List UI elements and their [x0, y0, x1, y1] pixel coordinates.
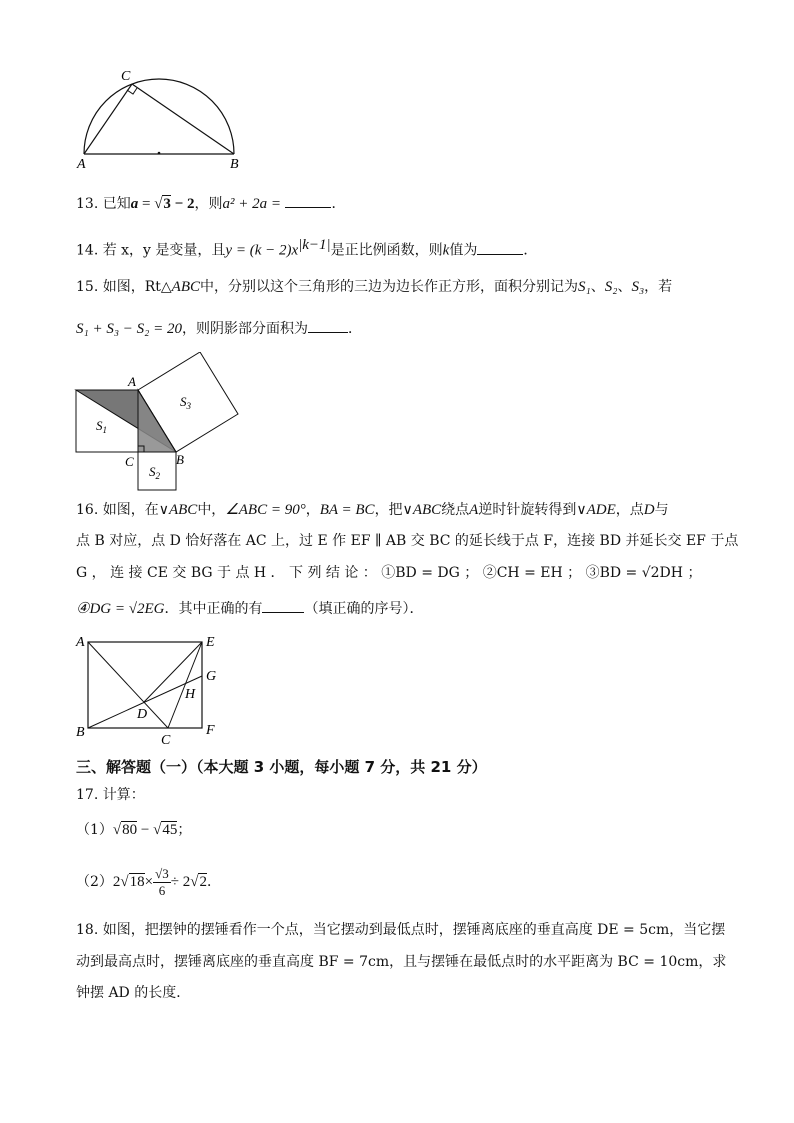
label-s1: $S_1$ — [96, 418, 107, 435]
q13-sqrt3: 3 — [163, 196, 171, 212]
section-3-heading: 三、解答题（一）（本大题 3 小题，每小题 7 分，共 21 分） — [76, 758, 487, 776]
q14-answer-blank[interactable] — [477, 240, 523, 255]
q16-line2: 点 B 对应，点 D 恰好落在 AC 上，过 E 作 EF ∥ AB 交 BC 的延长线于点 F，连接 BD 并延长交 EF 于点 — [76, 533, 739, 549]
q16-line4-end: （填正确的序号）． — [304, 601, 424, 617]
q16-a: A — [469, 502, 479, 518]
q15-answer-blank[interactable] — [308, 318, 348, 333]
q17-p1-label: （1） — [76, 822, 113, 838]
q13-number: 13. 已知 — [76, 196, 131, 212]
q13-var-a: a — [130, 196, 139, 212]
segment-ac — [84, 84, 132, 154]
question-15-line2 — [76, 318, 362, 339]
q13-expr: a² + 2a = — [222, 196, 281, 212]
q17-p1-end: ； — [177, 822, 192, 838]
q15-abc: ABC — [171, 279, 200, 295]
q17-p2-div: ÷ 2 — [170, 874, 191, 890]
q16-post: ，把∨ — [374, 502, 413, 518]
q15-s3: S₃ — [631, 279, 645, 295]
q16-rot2: 逆时针旋转得到∨ — [478, 502, 587, 518]
q17-p1-minus: − — [137, 822, 154, 838]
label-d: D — [137, 707, 148, 722]
q17-p2-den: 6 — [158, 882, 166, 898]
question-16-line2 — [76, 531, 738, 551]
label-f: F — [206, 723, 215, 738]
label-e: E — [206, 635, 215, 650]
q17-p1-r2: 45 — [162, 822, 178, 838]
q17-p2-r2: 2 — [199, 874, 207, 890]
q16-abc: ABC — [168, 502, 198, 518]
q13-then: ，则 — [194, 196, 223, 212]
question-17-part1: （1）√80 − √45； — [76, 822, 192, 838]
q16-angle: ∠ABC = 90° — [225, 502, 306, 518]
q16-ade: ADE — [586, 502, 616, 518]
q16-answer-blank[interactable] — [262, 598, 304, 613]
q16-ba-bc: BA = BC — [319, 502, 375, 518]
segment-ec — [168, 642, 202, 728]
q16-mid: 中， — [197, 502, 226, 518]
q14-end: ． — [523, 242, 538, 259]
q14-formula: y = (k − 2)x — [225, 242, 299, 259]
q16-with: 与 — [654, 502, 669, 518]
label-c: C — [125, 454, 134, 469]
label-s2: $S_2$ — [149, 464, 160, 481]
q13-minus2: − 2 — [170, 196, 195, 212]
semicircle-figure — [74, 64, 250, 172]
q16-line4-formula: ④DG = √2EG — [76, 601, 165, 617]
q13-end: ． — [331, 196, 346, 212]
q15-end: ． — [348, 321, 363, 337]
q15-line1-end: ，若 — [644, 279, 673, 295]
label-b: B — [176, 452, 184, 467]
q16-sep: ， — [305, 502, 320, 518]
q16-abc2: ABC — [412, 502, 442, 518]
label-a: A — [77, 157, 86, 172]
q15-sep2: 、 — [617, 279, 632, 295]
label-c: C — [161, 733, 171, 748]
semicircle-arc — [84, 79, 234, 154]
segment-ac — [88, 642, 168, 728]
q15-line2-formula: S₁ + S₃ − S₂ = 20 — [76, 321, 183, 337]
q17-p2-coef: 2 — [112, 874, 121, 890]
q15-sep1: 、 — [590, 279, 605, 295]
label-b: B — [76, 725, 85, 740]
q16-line1: 16. 如图，在∨ — [76, 502, 169, 518]
q17-p1-r1: 80 — [122, 822, 138, 838]
question-17-title: 17. 计算： — [76, 787, 145, 803]
question-18-line2: 动到最高点时，摆锤离底座的垂直高度 BF = 7cm，且与摆锤在最低点时的水平距离为 BC = 10cm，求 — [76, 954, 727, 970]
q13-answer-blank[interactable] — [285, 193, 331, 208]
q16-line3: G ， 连 接 CE 交 BG 于 点 H ． 下 列 结 论 ： ①BD = DG ； ②CH = EH ； ③BD = √2DH ； — [76, 565, 702, 581]
center-dot — [158, 152, 161, 155]
q17-p2-times: × — [144, 874, 154, 890]
label-a: A — [128, 374, 136, 389]
q16-rot: 绕点 — [441, 502, 470, 518]
squares-figure — [72, 352, 244, 494]
q14-exponent: |k−1| — [298, 237, 331, 253]
q16-end: ，点 — [615, 502, 644, 518]
q15-s2: S₂ — [604, 279, 618, 295]
question-16-line4 — [76, 598, 423, 619]
label-g: G — [206, 669, 217, 684]
question-13: 13. 已知a = √3 − 2，则a² + 2a = ． — [76, 193, 345, 214]
q17-p2-end: ． — [206, 874, 221, 890]
q17-p2-r1: 18 — [129, 874, 145, 890]
question-18-line1: 18. 如图，把摆钟的摆锤看作一个点，当它摆动到最低点时，摆锤离底座的垂直高度 DE = 5cm，当它摆 — [76, 922, 726, 938]
label-h: H — [185, 687, 196, 702]
label-a: A — [76, 635, 85, 650]
question-16-line3 — [76, 563, 701, 583]
q15-s1: S₁ — [578, 279, 591, 295]
q15-line1-post: 中，分别以这个三角形的三边为边长作正方形，面积分别记为 — [200, 279, 578, 295]
q15-line2-post: ，则阴影部分面积为 — [182, 321, 309, 337]
question-14 — [76, 235, 537, 261]
segment-cb — [132, 84, 234, 154]
q14-text-pre: 14. 若 x，y 是变量，且 — [76, 242, 226, 259]
q16-d: D — [643, 502, 655, 518]
q13-eq: = — [138, 196, 155, 212]
q17-p2-label: （2） — [76, 874, 113, 890]
q14-k: k — [442, 242, 450, 259]
question-16-line1 — [76, 500, 669, 520]
q17-p2-fraction — [153, 866, 171, 899]
question-15-line1 — [76, 277, 672, 297]
q14-text-post: 是正比例函数，则 — [330, 242, 443, 259]
question-17-part2: （2）2√18× $\frac{√3}{6}$ ÷ 2√2． — [76, 865, 221, 898]
q16-line4-post: ．其中正确的有 — [164, 601, 263, 617]
label-c: C — [121, 69, 131, 84]
q14-text-end: 值为 — [449, 242, 478, 259]
label-b: B — [230, 157, 239, 172]
rectangle-figure — [72, 630, 228, 748]
q17-p2-num: √3 — [155, 865, 169, 881]
label-s3: $S_3$ — [180, 394, 191, 411]
q15-line1-pre: 15. 如图，Rt△ — [76, 279, 172, 295]
question-18-line3: 钟摆 AD 的长度． — [76, 985, 191, 1001]
